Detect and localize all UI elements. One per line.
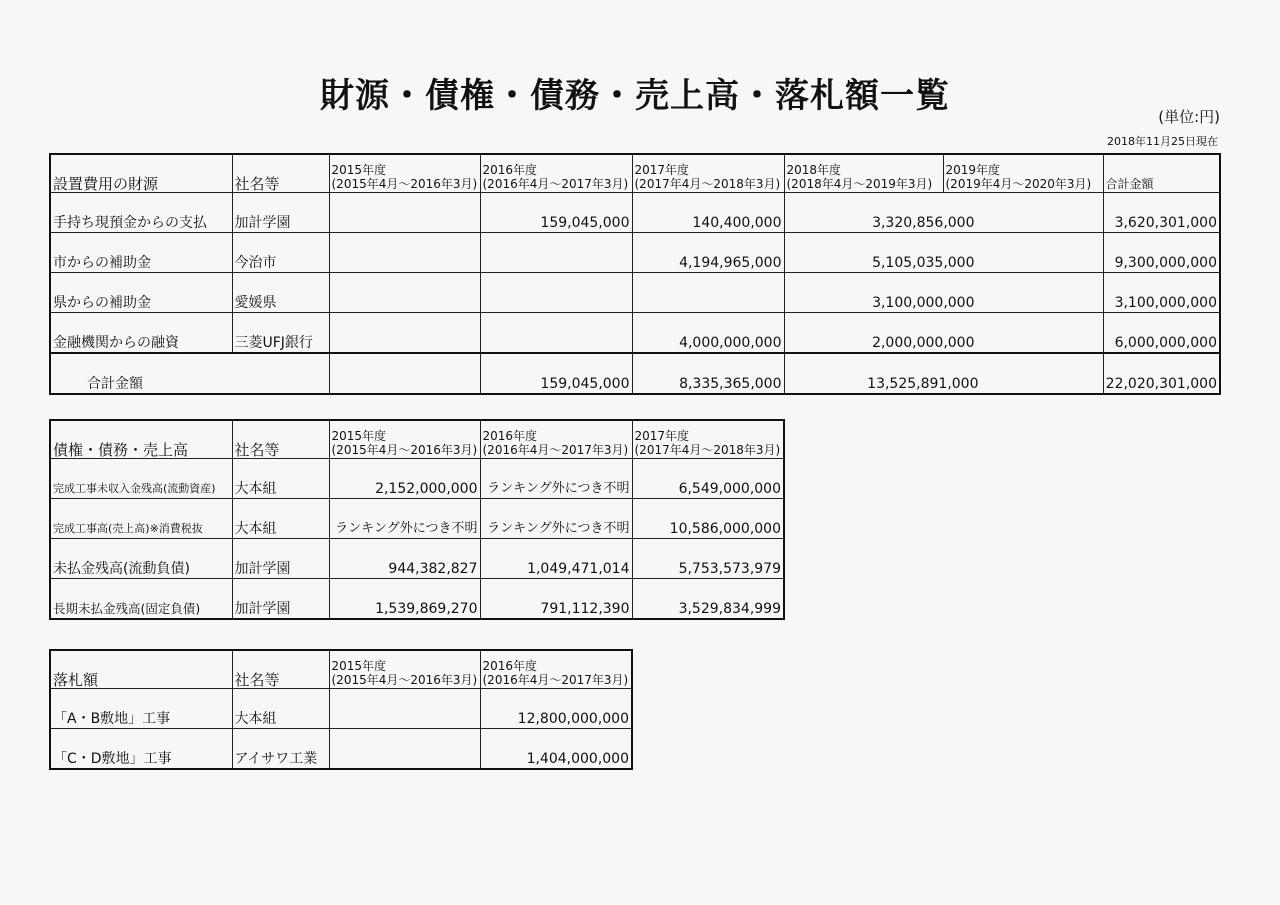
cell-2018-2019: 3,100,000,000 [784,273,1103,313]
table-row [50,193,1220,233]
row-label: 県からの補助金 [50,273,232,313]
cell-2018-2019: 3,320,856,000 [784,193,1103,233]
table-row [50,539,784,579]
cell-2015: 2,152,000,000 [329,459,480,499]
row-label: 金融機関からの融資 [50,313,232,354]
total-row [50,353,1220,394]
cell-total: 6,000,000,000 [1103,313,1220,354]
cell-2015 [329,729,480,770]
cell-2017: 6,549,000,000 [632,459,784,499]
bids-header-category: 落札額 [50,650,232,689]
cell-2016: 12,800,000,000 [480,689,632,729]
cell-2017: 3,529,834,999 [632,579,784,620]
table-row [50,689,632,729]
row-label: 完成工事未収入金残高(流動資産) [50,459,232,499]
cell-2015 [329,273,480,313]
header-2015: 2015年度 (2015年4月～2016年3月) [329,154,480,193]
header-2016: 2016年度 (2016年4月～2017年3月) [480,420,632,459]
unit-label: (単位:円) [1158,108,1220,126]
cell-2015 [329,233,480,273]
row-company: 三菱UFJ銀行 [232,313,329,354]
funding-header-category: 設置費用の財源 [50,154,232,193]
total-2015 [329,353,480,394]
table-header-row [50,650,632,689]
table-header-row [50,420,784,459]
row-label: 「A・B敷地」工事 [50,689,232,729]
debts-table [49,419,785,620]
cell-2016: 1,049,471,014 [480,539,632,579]
cell-2016: 791,112,390 [480,579,632,620]
row-label: 未払金残高(流動負債) [50,539,232,579]
cell-2015 [329,689,480,729]
row-label: 手持ち現預金からの支払 [50,193,232,233]
cell-2016: 159,045,000 [480,193,632,233]
row-label: 「C・D敷地」工事 [50,729,232,770]
row-company: 愛媛県 [232,273,329,313]
cell-2016 [480,233,632,273]
cell-2018-2019: 5,105,035,000 [784,233,1103,273]
row-company: 加計学園 [232,193,329,233]
row-label: 長期未払金残高(固定負債) [50,579,232,620]
cell-2015: ランキング外につき不明 [329,499,480,539]
total-2018-2019: 13,525,891,000 [784,353,1103,394]
row-label: 完成工事高(売上高)※消費税抜 [50,499,232,539]
cell-2015: 1,539,869,270 [329,579,480,620]
as-of-date: 2018年11月25日現在 [1107,135,1218,148]
header-2015: 2015年度 (2015年4月～2016年3月) [329,420,480,459]
total-label: 合計金額 [50,353,329,394]
table-row [50,233,1220,273]
row-company: 大本組 [232,459,329,499]
total-grand: 22,020,301,000 [1103,353,1220,394]
header-2016: 2016年度 (2016年4月～2017年3月) [480,650,632,689]
cell-2015: 944,382,827 [329,539,480,579]
funding-table [49,153,1221,395]
cell-2017 [632,273,784,313]
row-company: アイサワ工業 [232,729,329,770]
table-row [50,313,1220,354]
header-2019: 2019年度 (2019年4月～2020年3月) [943,154,1103,193]
table-row [50,273,1220,313]
row-company: 加計学園 [232,579,329,620]
header-2017: 2017年度 (2017年4月～2018年3月) [632,420,784,459]
cell-2015 [329,313,480,354]
header-2015: 2015年度 (2015年4月～2016年3月) [329,650,480,689]
row-company: 大本組 [232,499,329,539]
cell-2017: 4,000,000,000 [632,313,784,354]
cell-2017: 5,753,573,979 [632,539,784,579]
cell-2016: ランキング外につき不明 [480,459,632,499]
total-2017: 8,335,365,000 [632,353,784,394]
row-company: 大本組 [232,689,329,729]
table-row [50,499,784,539]
table-row [50,579,784,620]
table-row [50,459,784,499]
table-header-row [50,154,1220,193]
cell-total: 9,300,000,000 [1103,233,1220,273]
row-company: 今治市 [232,233,329,273]
cell-total: 3,100,000,000 [1103,273,1220,313]
cell-2016 [480,273,632,313]
total-2016: 159,045,000 [480,353,632,394]
cell-2017: 140,400,000 [632,193,784,233]
row-label: 市からの補助金 [50,233,232,273]
page-title: 財源・債権・債務・売上高・落札額一覧 [320,76,950,116]
cell-2016 [480,313,632,354]
debts-header-company: 社名等 [232,420,329,459]
header-total: 合計金額 [1103,154,1220,193]
cell-2016: ランキング外につき不明 [480,499,632,539]
cell-2016: 1,404,000,000 [480,729,632,770]
funding-header-company: 社名等 [232,154,329,193]
cell-total: 3,620,301,000 [1103,193,1220,233]
header-2017: 2017年度 (2017年4月～2018年3月) [632,154,784,193]
header-2018: 2018年度 (2018年4月～2019年3月) [784,154,943,193]
row-company: 加計学園 [232,539,329,579]
bids-table [49,649,633,770]
header-2016: 2016年度 (2016年4月～2017年3月) [480,154,632,193]
bids-header-company: 社名等 [232,650,329,689]
cell-2015 [329,193,480,233]
table-row [50,729,632,770]
cell-2017: 4,194,965,000 [632,233,784,273]
debts-header-category: 債権・債務・売上高 [50,420,232,459]
cell-2018-2019: 2,000,000,000 [784,313,1103,354]
cell-2017: 10,586,000,000 [632,499,784,539]
